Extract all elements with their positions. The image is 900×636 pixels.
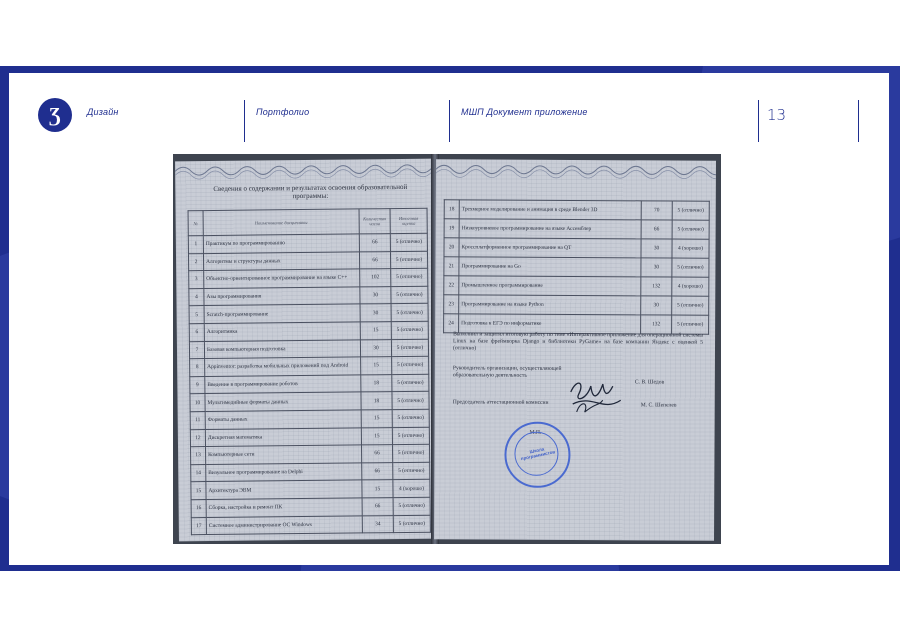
- course-grade: 5 (отлично): [392, 356, 429, 374]
- course-name: Дискретная математика: [205, 427, 361, 446]
- course-grade: 5 (отлично): [391, 304, 428, 322]
- row-number: 18: [444, 200, 459, 219]
- course-name: Форматы данных: [205, 410, 361, 429]
- head-name: С. В. Шедов: [634, 379, 665, 386]
- course-hours: 102: [360, 269, 391, 287]
- course-name: Сборка, настройка и ремонт ПК: [206, 498, 362, 517]
- course-name: Объектно-ориентированное программирование на языке C++: [204, 269, 360, 288]
- course-hours: 30: [641, 239, 672, 258]
- course-hours: 15: [362, 480, 393, 498]
- row-number: 3: [189, 271, 204, 289]
- course-hours: 30: [360, 304, 391, 322]
- course-hours: 66: [641, 220, 672, 239]
- course-grade: 5 (отлично): [392, 427, 429, 445]
- table-row: [444, 257, 709, 277]
- row-number: 17: [191, 517, 206, 535]
- courses-table-right: [443, 199, 710, 334]
- course-hours: 70: [641, 201, 672, 220]
- row-number: 22: [444, 276, 459, 295]
- row-number: 10: [190, 394, 205, 412]
- course-grade: 5 (отлично): [390, 251, 427, 269]
- row-number: 13: [191, 447, 206, 465]
- row-number: 19: [444, 219, 459, 238]
- header-divider: [244, 100, 245, 142]
- course-grade: 5 (отлично): [672, 201, 709, 220]
- course-name: Подготовка к ЕГЭ по информатике: [459, 314, 641, 334]
- course-name: Трехмерное моделирование и анимация в среде Blender 3D: [459, 200, 641, 220]
- project-text: Выполнил и защитил итоговую работу по теме «Интерактивное приложение для операционной системы Linux на базе фреймворка Django и библиотеки PyGame» на базе компании Яндекс с оценкой 5 (отлично): [452, 331, 704, 352]
- course-grade: 4 (хорошо): [393, 480, 430, 498]
- course-hours: 66: [359, 234, 390, 252]
- course-grade: 5 (отлично): [392, 409, 429, 427]
- course-name: Базовая компьютерная подготовка: [204, 339, 360, 358]
- course-name: Алгоритмика: [204, 322, 360, 341]
- column-header: Количество часов: [359, 209, 390, 234]
- header-section-label: Дизайн: [87, 107, 119, 117]
- header-divider: [449, 100, 450, 142]
- course-name: Промышленное программирование: [459, 276, 641, 296]
- table-row: [444, 200, 709, 220]
- row-number: 23: [444, 295, 459, 314]
- mp-label: М.П.: [529, 429, 542, 436]
- course-grade: 5 (отлично): [393, 497, 430, 515]
- course-grade: 5 (отлично): [672, 220, 709, 239]
- row-number: 16: [191, 499, 206, 517]
- table-row: [444, 238, 709, 258]
- course-hours: 15: [361, 357, 392, 375]
- organization-stamp: [504, 422, 570, 488]
- row-number: 21: [444, 257, 459, 276]
- course-name: Компьютерные сети: [206, 445, 362, 464]
- document-left-page: [175, 159, 437, 542]
- course-hours: 30: [641, 258, 672, 277]
- table-row: [444, 295, 709, 315]
- course-hours: 132: [641, 277, 672, 296]
- course-name: Визуальное программирование на Delphi: [206, 463, 362, 482]
- course-grade: 4 (хорошо): [672, 239, 709, 258]
- course-grade: 5 (отлично): [392, 392, 429, 410]
- head-label: Руководитель организации, осуществляющей образовательную деятельность: [452, 365, 562, 379]
- column-header: Наименование дисциплины: [203, 209, 359, 236]
- course-name: Архитектура ЭВМ: [206, 480, 362, 499]
- row-number: 24: [444, 314, 459, 333]
- row-number: 9: [190, 376, 205, 394]
- course-name: Системное администрирование ОС Windows: [206, 515, 362, 534]
- page-number: 13: [767, 106, 787, 124]
- signature-image: [563, 372, 633, 414]
- course-name: Азы программирования: [204, 287, 360, 306]
- ornament-border: [436, 159, 716, 182]
- course-grade: 5 (отлично): [391, 339, 428, 357]
- course-name: Программирование на Go: [459, 257, 641, 277]
- table-row: [444, 219, 709, 239]
- row-number: 6: [189, 324, 204, 342]
- course-hours: 15: [361, 410, 392, 428]
- column-header: Итоговая оценка: [390, 208, 427, 233]
- header-divider: [858, 100, 859, 142]
- course-hours: 15: [361, 427, 392, 445]
- row-number: 7: [189, 341, 204, 359]
- course-hours: 66: [362, 498, 393, 516]
- stamp-text: Школа программистов: [520, 446, 556, 462]
- course-grade: 5 (отлично): [393, 515, 430, 533]
- course-hours: 66: [359, 251, 390, 269]
- chair-name: М. С. Шепелев: [640, 402, 677, 409]
- row-number: 20: [444, 238, 459, 257]
- document-right-page: [434, 159, 716, 540]
- row-number: 8: [190, 359, 205, 377]
- course-grade: 4 (хорошо): [672, 277, 709, 296]
- row-number: 2: [188, 253, 203, 271]
- header-portfolio-label: Портфолио: [256, 107, 310, 117]
- row-number: 14: [191, 464, 206, 482]
- course-name: Мультимедийные форматы данных: [205, 392, 361, 411]
- course-hours: 132: [641, 315, 672, 334]
- row-number: 5: [189, 306, 204, 324]
- course-hours: 18: [361, 374, 392, 392]
- course-hours: 30: [641, 296, 672, 315]
- course-grade: 5 (отлично): [392, 374, 429, 392]
- course-grade: 5 (отлично): [390, 233, 427, 251]
- course-name: Кроссплатформенное программирование на QT: [459, 238, 641, 258]
- course-grade: 5 (отлично): [672, 315, 709, 334]
- ornament-border: [175, 159, 433, 184]
- course-hours: 30: [360, 339, 391, 357]
- course-hours: 66: [362, 462, 393, 480]
- course-hours: 66: [361, 445, 392, 463]
- document-title: Сведения о содержании и результатах освоения образовательной программы:: [213, 182, 408, 201]
- header-divider: [758, 100, 759, 142]
- course-hours: 15: [360, 322, 391, 340]
- header-doc-label: МШП Документ приложение: [461, 107, 588, 117]
- row-number: 1: [188, 236, 203, 254]
- courses-table-left: [188, 208, 431, 536]
- course-name: Scratch-программирование: [204, 304, 360, 323]
- table-row: [191, 515, 430, 535]
- course-name: Низкоуровневое программирование на языке Ассемблер: [459, 219, 641, 239]
- row-number: 15: [191, 482, 206, 500]
- course-grade: 5 (отлично): [391, 268, 428, 286]
- course-grade: 5 (отлично): [672, 296, 709, 315]
- row-number: 11: [190, 411, 205, 429]
- course-grade: 5 (отлично): [392, 444, 429, 462]
- course-grade: 5 (отлично): [393, 462, 430, 480]
- document-photo: [173, 154, 721, 544]
- course-name: Введение в программирование роботов: [205, 375, 361, 394]
- course-name: Программирование на языке Python: [459, 295, 641, 315]
- course-grade: 5 (отлично): [672, 258, 709, 277]
- row-number: 12: [190, 429, 205, 447]
- course-grade: 5 (отлично): [391, 286, 428, 304]
- course-hours: 18: [361, 392, 392, 410]
- chair-label: Председатель аттестационной комиссии: [452, 399, 549, 406]
- course-hours: 30: [360, 286, 391, 304]
- column-header: №: [188, 211, 203, 236]
- course-name: Практикум по программированию: [203, 234, 359, 253]
- table-row: [444, 276, 709, 296]
- course-hours: 34: [362, 515, 393, 533]
- row-number: 4: [189, 288, 204, 306]
- course-grade: 5 (отлично): [391, 321, 428, 339]
- course-name: Алгоритмы и структуры данных: [203, 252, 359, 271]
- hse-logo-icon: Ʒ: [38, 98, 72, 132]
- course-name: Appinventor: разработка мобильных приложений под Android: [205, 357, 361, 376]
